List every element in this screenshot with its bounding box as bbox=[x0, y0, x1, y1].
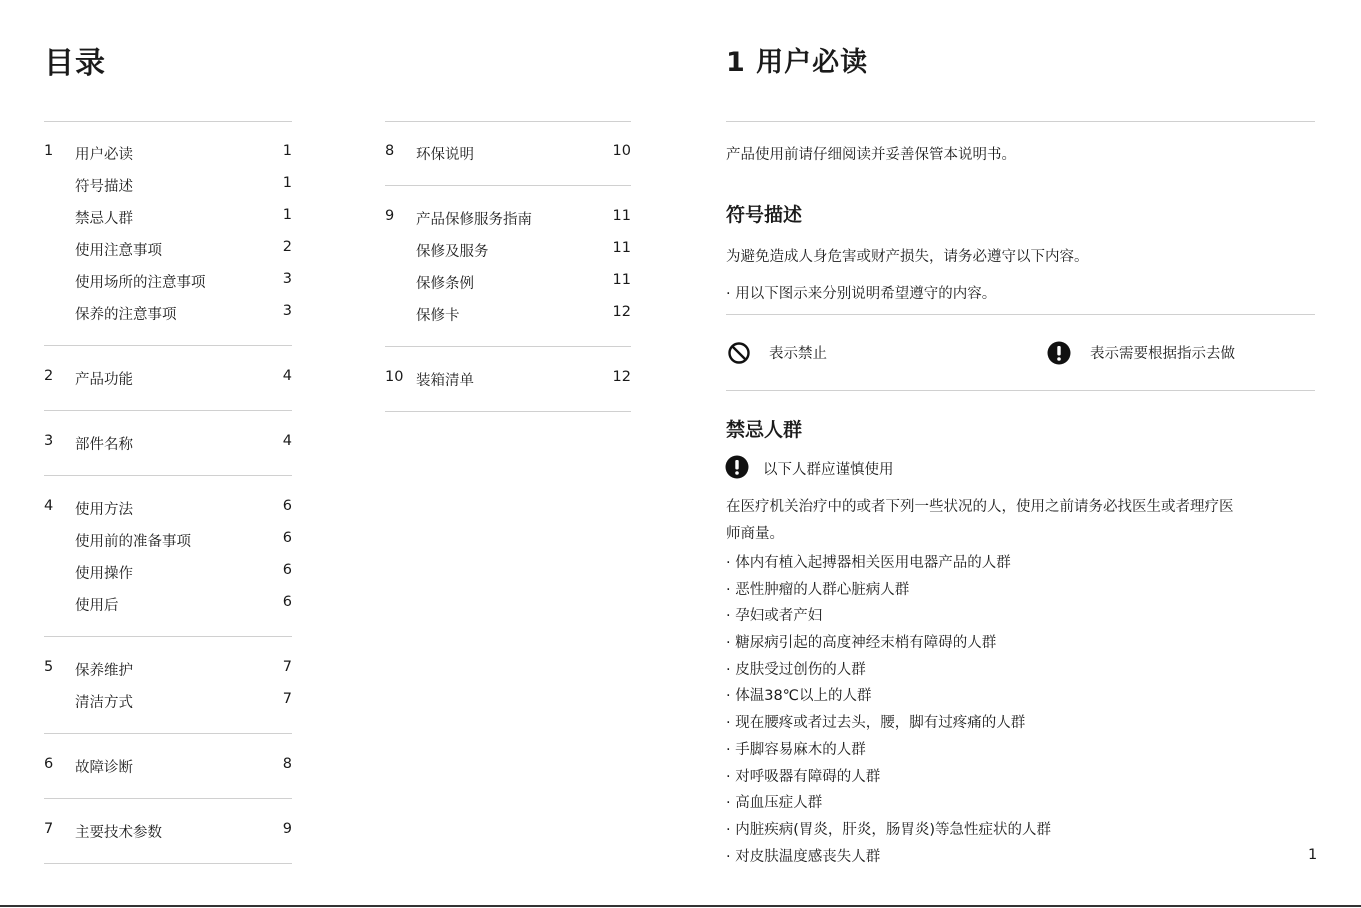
list-item: · 体内有植入起搏器相关医用电器产品的人群 bbox=[726, 555, 1011, 571]
toc-sub-entry[interactable] bbox=[44, 523, 292, 555]
toc-sub-entry[interactable] bbox=[44, 200, 292, 232]
toc-entry-label: 保养维护 bbox=[75, 663, 133, 679]
toc-sub-entry[interactable] bbox=[44, 264, 292, 296]
list-item: · 现在腰疼或者过去头，腰，脚有过疼痛的人群 bbox=[726, 715, 1026, 732]
toc-group bbox=[44, 121, 292, 346]
toc-entry-number: 3 bbox=[44, 433, 54, 449]
toc-entry-number: 5 bbox=[44, 659, 54, 675]
toc-entry[interactable] bbox=[44, 491, 292, 523]
toc-entry-page: 6 bbox=[282, 530, 292, 546]
toc-entry-number: 4 bbox=[44, 498, 54, 514]
toc-sub-entry[interactable] bbox=[44, 587, 292, 619]
toc-group bbox=[44, 476, 292, 637]
toc-sub-entry[interactable] bbox=[44, 296, 292, 328]
toc-group bbox=[385, 121, 631, 186]
toc-entry-label: 符号描述 bbox=[75, 179, 133, 195]
toc-entry-page: 7 bbox=[282, 659, 292, 675]
toc-entry-label: 禁忌人群 bbox=[75, 211, 133, 227]
toc-group bbox=[44, 411, 292, 476]
toc-entry-page: 1 bbox=[282, 175, 292, 191]
toc-group bbox=[44, 637, 292, 734]
toc-entry-label: 使用注意事项 bbox=[75, 243, 162, 259]
toc-entry-number: 7 bbox=[44, 821, 54, 837]
prohibit-icon bbox=[727, 341, 751, 365]
toc-entry-label: 保修卡 bbox=[416, 308, 460, 324]
toc-entry-label: 清洁方式 bbox=[75, 695, 133, 711]
symbols-text: 为避免造成人身危害或财产损失，请务必遵守以下内容。 bbox=[726, 249, 1089, 265]
toc-entry-page: 4 bbox=[282, 433, 292, 449]
toc-entry-page: 3 bbox=[282, 271, 292, 287]
list-item: · 皮肤受过创伤的人群 bbox=[726, 661, 866, 678]
toc-entry-label: 保养的注意事项 bbox=[75, 307, 177, 323]
symbols-bullet: · 用以下图示来分别说明希望遵守的内容。 bbox=[726, 286, 997, 302]
toc-entry-label: 用户必读 bbox=[75, 147, 133, 163]
toc-entry[interactable] bbox=[44, 361, 292, 393]
toc-entry[interactable] bbox=[44, 136, 292, 168]
toc-entry-label: 使用场所的注意事项 bbox=[75, 275, 206, 291]
toc-column-left bbox=[44, 121, 292, 864]
toc-entry[interactable] bbox=[385, 362, 631, 394]
toc-entry-number: 6 bbox=[44, 756, 54, 772]
toc-entry-label: 产品保修服务指南 bbox=[416, 212, 532, 228]
toc-sub-entry[interactable] bbox=[44, 684, 292, 716]
mandatory-label: 表示需要根据指示去做 bbox=[1090, 346, 1235, 362]
toc-entry-label: 保修及服务 bbox=[416, 244, 489, 260]
toc-sub-entry[interactable] bbox=[44, 232, 292, 264]
intro-text: 产品使用前请仔细阅读并妥善保管本说明书。 bbox=[726, 147, 1016, 163]
page-number: 1 bbox=[1308, 847, 1318, 863]
list-item: · 糖尿病引起的高度神经末梢有障碍的人群 bbox=[726, 635, 997, 652]
toc-entry-page: 9 bbox=[282, 821, 292, 837]
section-title: 1 用户必读 bbox=[726, 47, 869, 78]
toc-entry-page: 11 bbox=[612, 240, 631, 256]
toc-entry-page: 8 bbox=[282, 756, 292, 772]
toc-entry-number: 2 bbox=[44, 368, 54, 384]
toc-entry-page: 6 bbox=[282, 498, 292, 514]
toc-entry-page: 12 bbox=[612, 304, 631, 320]
toc-group bbox=[44, 346, 292, 411]
toc-group bbox=[44, 799, 292, 864]
divider bbox=[726, 121, 1315, 122]
toc-entry-page: 4 bbox=[282, 368, 292, 384]
toc-entry[interactable] bbox=[44, 426, 292, 458]
toc-entry[interactable] bbox=[44, 814, 292, 846]
toc-title: 目录 bbox=[44, 46, 106, 81]
toc-entry-page: 1 bbox=[282, 207, 292, 223]
toc-entry-page: 6 bbox=[282, 594, 292, 610]
toc-entry-label: 使用方法 bbox=[75, 502, 133, 518]
toc-entry-label: 主要技术参数 bbox=[75, 825, 162, 841]
toc-entry[interactable] bbox=[385, 201, 631, 233]
toc-entry-page: 11 bbox=[612, 208, 631, 224]
list-item: · 对呼吸器有障碍的人群 bbox=[726, 768, 881, 785]
toc-entry[interactable] bbox=[44, 749, 292, 781]
divider bbox=[726, 314, 1315, 315]
exclamation-icon bbox=[725, 455, 749, 479]
toc-sub-entry[interactable] bbox=[385, 265, 631, 297]
toc-entry-page: 10 bbox=[612, 143, 631, 159]
list-item: · 手脚容易麻木的人群 bbox=[726, 741, 866, 758]
toc-entry-label: 产品功能 bbox=[75, 372, 133, 388]
toc-entry-label: 故障诊断 bbox=[75, 760, 133, 776]
toc-sub-entry[interactable] bbox=[385, 297, 631, 329]
contra-warning: 以下人群应谨慎使用 bbox=[763, 462, 894, 478]
toc-entry-number: 10 bbox=[385, 369, 404, 385]
toc-entry-page: 2 bbox=[282, 239, 292, 255]
toc-entry-number: 1 bbox=[44, 143, 54, 159]
toc-entry-page: 11 bbox=[612, 272, 631, 288]
list-item: · 内脏疾病(胃炎，肝炎，肠胃炎)等急性症状的人群 bbox=[726, 821, 1052, 838]
toc-entry-page: 12 bbox=[612, 369, 631, 385]
toc-entry-page: 1 bbox=[282, 143, 292, 159]
list-item: · 对皮肤温度感丧失人群 bbox=[726, 848, 881, 865]
divider bbox=[726, 390, 1315, 391]
toc-sub-entry[interactable] bbox=[385, 233, 631, 265]
toc-entry-label: 保修条例 bbox=[416, 276, 474, 292]
toc-group bbox=[44, 734, 292, 799]
toc-entry-page: 7 bbox=[282, 691, 292, 707]
toc-entry-page: 3 bbox=[282, 303, 292, 319]
toc-entry-label: 使用后 bbox=[75, 598, 119, 614]
prohibit-label: 表示禁止 bbox=[769, 346, 827, 362]
toc-entry-page: 6 bbox=[282, 562, 292, 578]
toc-entry-label: 使用操作 bbox=[75, 566, 133, 582]
toc-sub-entry[interactable] bbox=[44, 168, 292, 200]
toc-entry-label: 环保说明 bbox=[416, 147, 474, 163]
toc-entry-number: 8 bbox=[385, 143, 395, 159]
toc-entry[interactable] bbox=[44, 652, 292, 684]
exclamation-icon bbox=[1047, 341, 1071, 365]
list-item: · 体温38℃以上的人群 bbox=[726, 688, 872, 705]
toc-entry[interactable] bbox=[385, 136, 631, 168]
toc-group bbox=[385, 347, 631, 412]
list-item: · 孕妇或者产妇 bbox=[726, 608, 823, 625]
toc-sub-entry[interactable] bbox=[44, 555, 292, 587]
toc-entry-label: 部件名称 bbox=[75, 437, 133, 453]
toc-entry-label: 使用前的准备事项 bbox=[75, 534, 191, 550]
contra-text-line2: 师商量。 bbox=[726, 526, 784, 542]
toc-entry-number: 9 bbox=[385, 208, 395, 224]
symbols-heading: 符号描述 bbox=[726, 204, 803, 226]
contra-list bbox=[726, 550, 1051, 870]
list-item: · 高血压症人群 bbox=[726, 795, 823, 812]
toc-entry-label: 装箱清单 bbox=[416, 373, 474, 389]
page-bottom-border bbox=[0, 905, 1361, 907]
list-item: · 恶性肿瘤的人群心脏病人群 bbox=[726, 581, 910, 598]
contra-heading: 禁忌人群 bbox=[726, 419, 803, 441]
toc-column-right bbox=[385, 121, 631, 412]
toc-group bbox=[385, 186, 631, 347]
contra-text-line1: 在医疗机关治疗中的或者下列一些状况的人，使用之前请务必找医生或者理疗医 bbox=[726, 499, 1234, 515]
